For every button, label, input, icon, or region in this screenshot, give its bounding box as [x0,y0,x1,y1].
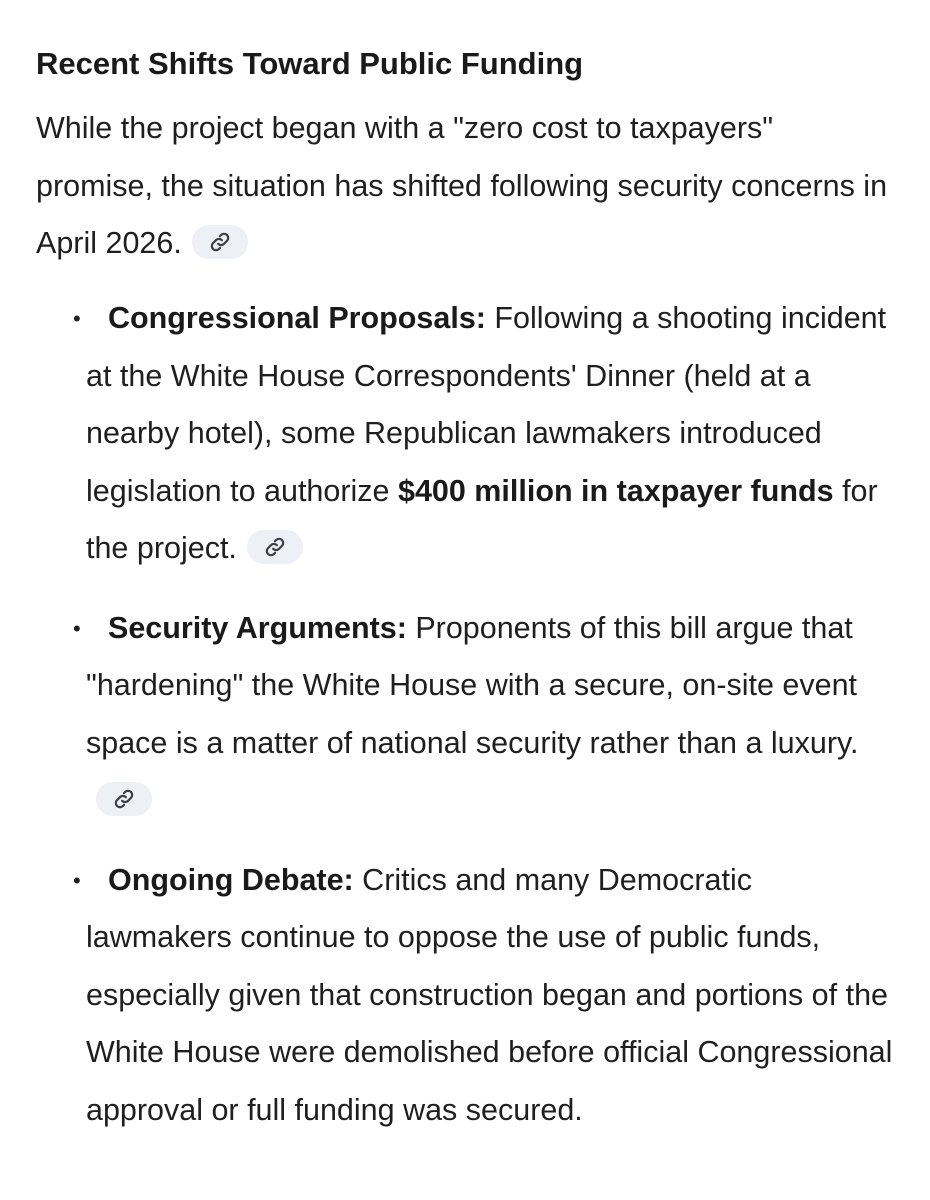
link-icon [264,536,286,558]
source-link-chip[interactable] [247,530,303,564]
bullet-emphasis: $400 million in taxpayer funds [397,473,834,508]
bullet-text: Proponents of this bill argue that "hardening" the White House with a secure, on-site event space is a matter of national security rather than a luxury. [86,610,859,760]
bullet-text: Critics and many Democratic lawmakers continue to oppose the use of public funds, especially given that construction began and portions of the White House were demolished before official Congressional approval or full funding was secured. [86,862,893,1127]
bullet-text-end: for the project. [86,473,878,565]
intro-paragraph [36,100,896,273]
bullet-title: Security Arguments: [108,610,407,645]
bullet-dot: • [73,867,81,893]
link-icon [113,788,135,810]
bullet-title: Congressional Proposals: [108,301,486,335]
bullet-dot: • [73,306,81,331]
bullet-dot: • [73,615,81,641]
bullet-text: Following a shooting incident at the White House Correspondents' Dinner (held at a nearby hotel), some Republican lawmakers introduced legislation to authorize [86,301,887,508]
bullet-list [36,290,916,1139]
section-heading: Recent Shifts Toward Public Funding [36,46,584,81]
link-icon [209,231,231,253]
list-item [36,290,896,578]
list-item [36,852,896,1140]
list-item [36,600,896,830]
source-link-chip[interactable] [96,782,152,816]
bullet-title: Ongoing Debate: [108,862,354,897]
intro-text: While the project began with a "zero cost to taxpayers" promise, the situation has shifted following security concerns in April 2026. [36,111,888,260]
source-link-chip[interactable] [192,225,248,259]
